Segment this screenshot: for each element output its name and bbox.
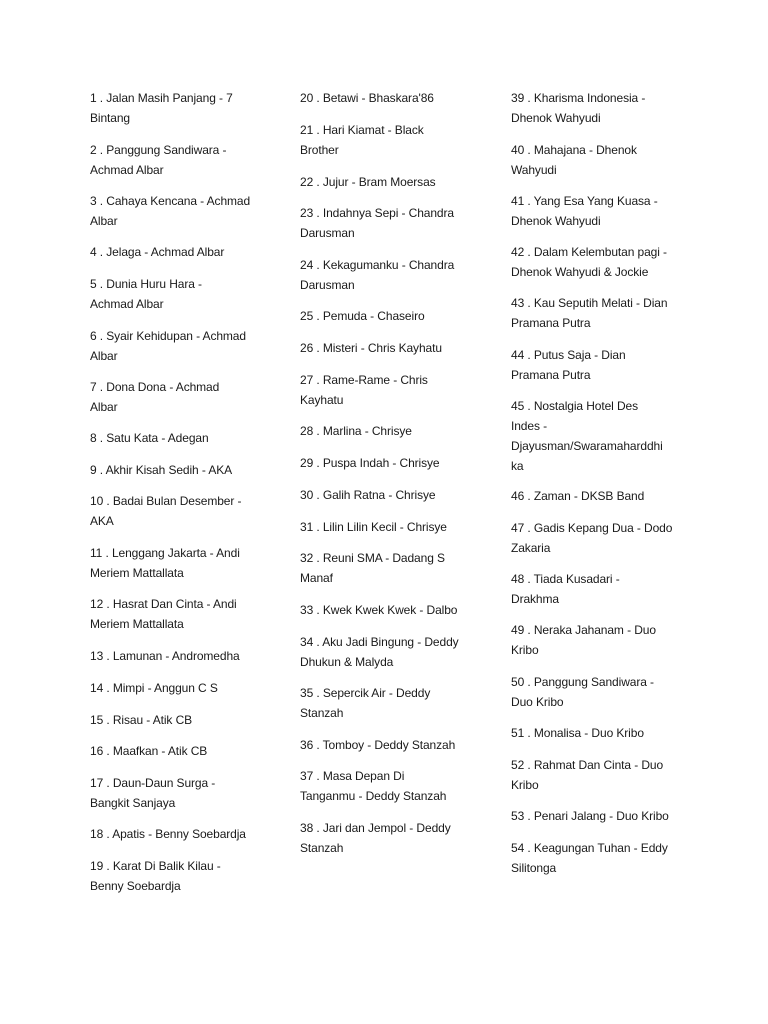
song-entry-45: 45 . Nostalgia Hotel Des Indes - Djayusman/Swaramaharddhi ka (511, 399, 663, 473)
song-entry-16: 16 . Maafkan - Atik CB (90, 744, 208, 758)
song-entry-53: 53 . Penari Jalang - Duo Kribo (511, 809, 669, 823)
song-entry-20: 20 . Betawi - Bhaskara'86 (300, 91, 434, 105)
song-entry-46: 46 . Zaman - DKSB Band (511, 489, 645, 503)
song-entry-40: 40 . Mahajana - Dhenok Wahyudi (511, 143, 637, 177)
song-entry-30: 30 . Galih Ratna - Chrisye (300, 488, 436, 502)
song-entry-43: 43 . Kau Seputih Melati - Dian Pramana Putra (511, 296, 668, 330)
song-entry-3: 3 . Cahaya Kencana - Achmad Albar (90, 194, 251, 228)
song-entry-47: 47 . Gadis Kepang Dua - Dodo Zakaria (511, 521, 673, 555)
song-entry-19: 19 . Karat Di Balik Kilau - Benny Soebardja (90, 859, 221, 893)
song-entry-39: 39 . Kharisma Indonesia - Dhenok Wahyudi (511, 91, 646, 125)
song-entry-1: 1 . Jalan Masih Panjang - 7 Bintang (90, 91, 233, 125)
song-column-1 (90, 0, 262, 1024)
song-entry-42: 42 . Dalam Kelembutan pagi - Dhenok Wahyudi & Jockie (511, 245, 667, 279)
song-entry-14: 14 . Mimpi - Anggun C S (90, 681, 218, 695)
song-entry-13: 13 . Lamunan - Andromedha (90, 649, 240, 663)
song-entry-32: 32 . Reuni SMA - Dadang S Manaf (300, 551, 445, 585)
song-entry-21: 21 . Hari Kiamat - Black Brother (300, 123, 424, 157)
song-entry-28: 28 . Marlina - Chrisye (300, 424, 412, 438)
song-entry-27: 27 . Rame-Rame - Chris Kayhatu (300, 373, 428, 407)
song-entry-18: 18 . Apatis - Benny Soebardja (90, 827, 246, 841)
song-column-3 (511, 0, 685, 1024)
song-entry-26: 26 . Misteri - Chris Kayhatu (300, 341, 442, 355)
song-column-2 (300, 0, 474, 1024)
song-entry-4: 4 . Jelaga - Achmad Albar (90, 245, 225, 259)
song-entry-8: 8 . Satu Kata - Adegan (90, 431, 209, 445)
song-entry-34: 34 . Aku Jadi Bingung - Deddy Dhukun & Malyda (300, 635, 459, 669)
song-entry-25: 25 . Pemuda - Chaseiro (300, 309, 425, 323)
song-entry-12: 12 . Hasrat Dan Cinta - Andi Meriem Mattallata (90, 597, 237, 631)
song-entry-11: 11 . Lenggang Jakarta - Andi Meriem Mattallata (90, 546, 240, 580)
song-entry-15: 15 . Risau - Atik CB (90, 713, 193, 727)
song-entry-48: 48 . Tiada Kusadari - Drakhma (511, 572, 620, 606)
song-entry-54: 54 . Keagungan Tuhan - Eddy Silitonga (511, 841, 668, 875)
song-entry-2: 2 . Panggung Sandiwara - Achmad Albar (90, 143, 227, 177)
song-entry-7: 7 . Dona Dona - Achmad Albar (90, 380, 220, 414)
song-entry-24: 24 . Kekagumanku - Chandra Darusman (300, 258, 455, 292)
song-entry-9: 9 . Akhir Kisah Sedih - AKA (90, 463, 233, 477)
song-entry-33: 33 . Kwek Kwek Kwek - Dalbo (300, 603, 458, 617)
song-entry-10: 10 . Badai Bulan Desember - AKA (90, 494, 242, 528)
song-entry-52: 52 . Rahmat Dan Cinta - Duo Kribo (511, 758, 664, 792)
song-entry-23: 23 . Indahnya Sepi - Chandra Darusman (300, 206, 454, 240)
song-entry-35: 35 . Sepercik Air - Deddy Stanzah (300, 686, 431, 720)
song-entry-51: 51 . Monalisa - Duo Kribo (511, 726, 644, 740)
song-entry-31: 31 . Lilin Lilin Kecil - Chrisye (300, 520, 447, 534)
song-entry-5: 5 . Dunia Huru Hara - Achmad Albar (90, 277, 202, 311)
song-entry-50: 50 . Panggung Sandiwara - Duo Kribo (511, 675, 654, 709)
song-entry-41: 41 . Yang Esa Yang Kuasa - Dhenok Wahyudi (511, 194, 658, 228)
song-entry-44: 44 . Putus Saja - Dian Pramana Putra (511, 348, 626, 382)
song-entry-37: 37 . Masa Depan Di Tanganmu - Deddy Stanzah (300, 769, 447, 803)
song-entry-17: 17 . Daun-Daun Surga - Bangkit Sanjaya (90, 776, 216, 810)
song-entry-29: 29 . Puspa Indah - Chrisye (300, 456, 440, 470)
song-entry-38: 38 . Jari dan Jempol - Deddy Stanzah (300, 821, 451, 855)
song-entry-6: 6 . Syair Kehidupan - Achmad Albar (90, 329, 246, 363)
song-entry-22: 22 . Jujur - Bram Moersas (300, 175, 436, 189)
song-entry-36: 36 . Tomboy - Deddy Stanzah (300, 738, 456, 752)
song-entry-49: 49 . Neraka Jahanam - Duo Kribo (511, 623, 656, 657)
